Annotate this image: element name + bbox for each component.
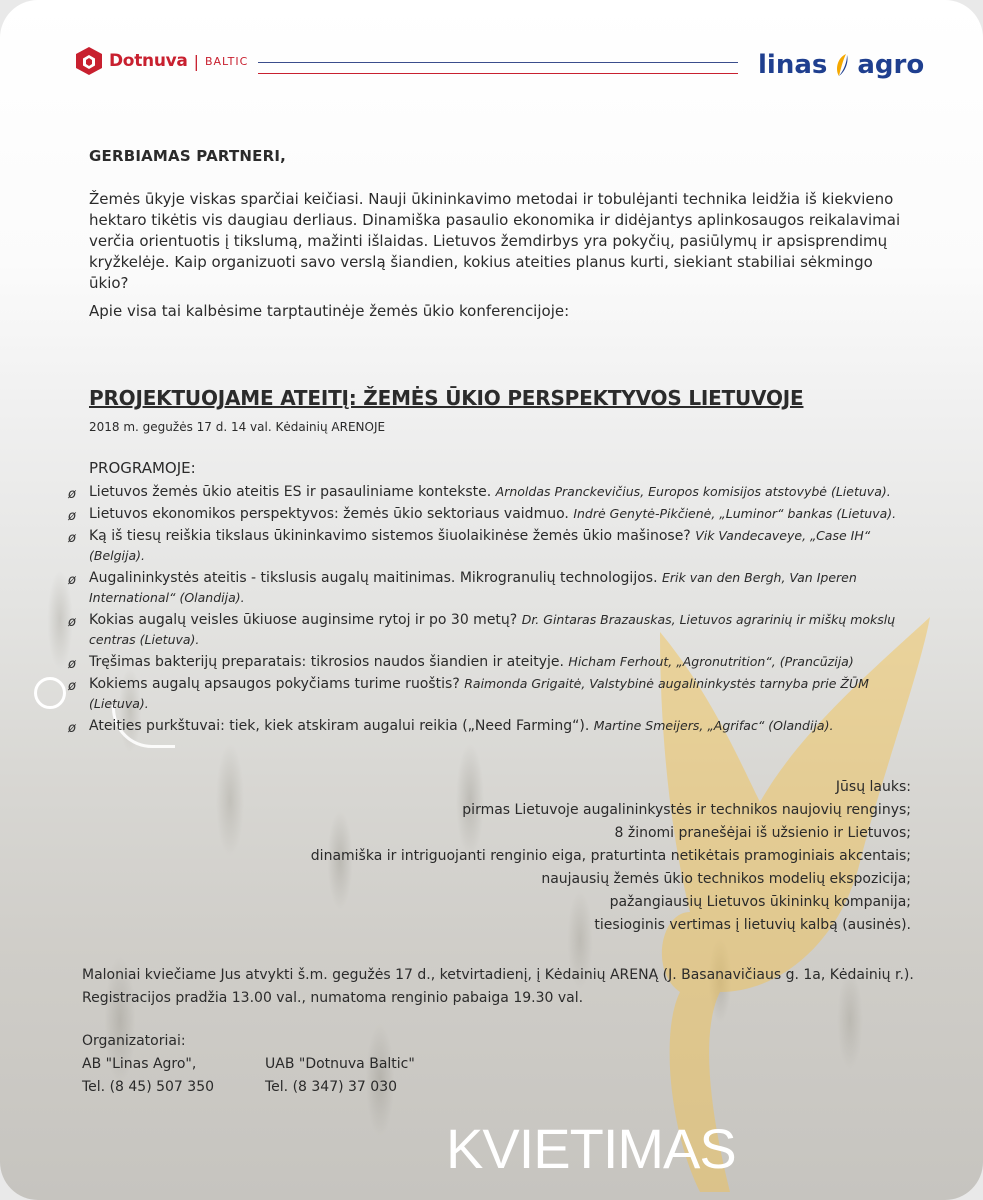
organizer-name: UAB "Dotnuva Baltic" xyxy=(265,1056,415,1072)
header-rule-red xyxy=(258,73,738,74)
program-item xyxy=(68,526,918,566)
program-topic: Ateities purkštuvai: tiek, kiek atskiram augalui reikia („Need Farming“). xyxy=(89,718,590,734)
leaf-bullet-icon: ø xyxy=(68,679,76,694)
intro-paragraph: Žemės ūkyje viskas sparčiai keičiasi. Nauji ūkininkavimo metodai ir tobulėjanti technika leidžia iš kiekvieno hektaro tikėtis vis daugiau derliaus. Dinamiška pasaulio ekonomika ir didėjantys aplinkosaugos reikalavimai verčia orientuotis į tikslumą, mažinti išlaidas. Lietuvos žemdirbys yra pokyčių, pasiūlymų ir apsisprendimų kryžkelėje. Kaip organizuoti savo verslą šiandien, kokius ateities planus kurti, siekiant stabiliai sėkmingo ūkio? xyxy=(89,190,901,292)
conference-date: 2018 m. gegužės 17 d. 14 val. Kėdainių ARENOJE xyxy=(89,420,386,434)
program-topic: Kokias augalų veisles ūkiuose auginsime rytoj ir po 30 metų? xyxy=(89,612,518,628)
agro-brand: agro xyxy=(857,50,925,80)
linas-brand: linas xyxy=(758,50,828,80)
program-topic: Ką iš tiesų reiškia tikslaus ūkininkavimo sistemos šiuolaikinėse žemės ūkio mašinose? xyxy=(89,528,691,544)
invitation-text xyxy=(82,964,962,1010)
leaf-bullet-icon: ø xyxy=(68,573,76,588)
program-speaker: Hicham Ferhout, „Agronutrition“, (Prancūzija) xyxy=(568,654,854,669)
program-item xyxy=(68,482,918,502)
leaf-bullet-icon: ø xyxy=(68,509,76,524)
greeting: GERBIAMAS PARTNERI, xyxy=(89,147,287,165)
organizer-linas-agro xyxy=(82,1053,214,1099)
organizer-dotnuva-baltic xyxy=(265,1053,415,1099)
benefit-item: 8 žinomi pranešėjai iš užsienio ir Lietuvos; xyxy=(614,825,911,841)
organizer-name: AB "Linas Agro", xyxy=(82,1056,197,1072)
organizer-phone: Tel. (8 45) 507 350 xyxy=(82,1079,215,1095)
program-speaker: Erik van den Bergh, Van Iperen International“ (Olandija). xyxy=(89,570,857,605)
program-speaker: Indrė Genytė-Pikčienė, „Luminor“ bankas (Lietuva). xyxy=(573,506,897,521)
header-rule-blue xyxy=(258,62,738,63)
dotnuva-hexagon-icon xyxy=(75,46,103,76)
benefits-list xyxy=(311,776,911,937)
program-item xyxy=(68,568,918,608)
dotnuva-brand: Dotnuva xyxy=(109,51,188,71)
leaf-bullet-icon: ø xyxy=(68,721,76,736)
program-item xyxy=(68,504,918,524)
program-speaker: Raimonda Grigaitė, Valstybinė augalininkystės tarnyba prie ŽŪM (Lietuva). xyxy=(89,676,869,711)
program-topic: Lietuvos ekonomikos perspektyvos: žemės ūkio sektoriaus vaidmuo. xyxy=(89,506,569,522)
benefit-item: tiesioginis vertimas į lietuvių kalbą (ausinės). xyxy=(594,917,911,933)
linas-swirl-icon xyxy=(833,52,851,78)
leaf-bullet-icon: ø xyxy=(68,487,76,502)
baltic-label: BALTIC xyxy=(204,54,249,68)
program-topic: Kokiems augalų apsaugos pokyčiams turime ruoštis? xyxy=(89,676,460,692)
organizer-phone: Tel. (8 347) 37 030 xyxy=(265,1079,398,1095)
leaf-bullet-icon: ø xyxy=(68,531,76,546)
program-item xyxy=(68,716,918,736)
program-speaker: Dr. Gintaras Brazauskas, Lietuvos agrarinių ir miškų mokslų centras (Lietuva). xyxy=(89,612,896,647)
program-topic: Lietuvos žemės ūkio ateitis ES ir pasauliniame kontekste. xyxy=(89,484,492,500)
leaf-bullet-icon: ø xyxy=(68,615,76,630)
benefit-item: naujausių žemės ūkio technikos modelių ekspozicija; xyxy=(541,871,911,887)
program-list xyxy=(68,482,918,738)
circle-decoration xyxy=(34,677,66,709)
benefit-item: dinamiška ir intriguojanti renginio eiga, praturtinta netikėtais pramoginiais akcentais; xyxy=(310,848,911,864)
program-item xyxy=(68,674,918,714)
linas-agro-logo xyxy=(758,50,924,80)
program-topic: Augalininkystės ateitis - tikslusis augalų maitinimas. Mikrogranulių technologijos. xyxy=(89,570,658,586)
program-item xyxy=(68,610,918,650)
conference-intro: Apie visa tai kalbėsime tarptautinėje žemės ūkio konferencijoje: xyxy=(89,302,570,320)
registration-line: Registracijos pradžia 13.00 val., numatoma renginio pabaiga 19.30 val. xyxy=(82,990,584,1006)
program-label: PROGRAMOJE: xyxy=(89,459,196,477)
dotnuva-baltic-logo xyxy=(75,46,248,76)
organizers-label: Organizatoriai: xyxy=(82,1033,186,1049)
logo-separator: | xyxy=(193,51,199,71)
conference-title: PROJEKTUOJAME ATEITĮ: ŽEMĖS ŪKIO PERSPEKTYVOS LIETUVOJE xyxy=(89,386,804,410)
program-topic: Tręšimas bakterijų preparatais: tikrosios naudos šiandien ir ateityje. xyxy=(89,654,564,670)
benefits-heading: Jūsų lauks: xyxy=(835,779,911,795)
invitation-line: Maloniai kviečiame Jus atvykti š.m. gegužės 17 d., ketvirtadienį, į Kėdainių ARENĄ (J. Basanavičiaus g. 1a, Kėdainių r.). xyxy=(82,967,914,983)
program-speaker: Martine Smeijers, „Agrifac“ (Olandija). xyxy=(593,718,834,733)
program-speaker: Vik Vandecaveye, „Case IH“ (Belgija). xyxy=(89,528,871,563)
benefit-item: pirmas Lietuvoje augalininkystės ir technikos naujovių renginys; xyxy=(462,802,911,818)
benefit-item: pažangiausių Lietuvos ūkininkų kompanija; xyxy=(609,894,911,910)
program-item xyxy=(68,652,918,672)
invitation-title: KVIETIMAS xyxy=(446,1117,736,1180)
program-speaker: Arnoldas Pranckevičius, Europos komisijos atstovybė (Lietuva). xyxy=(495,484,891,499)
leaf-bullet-icon: ø xyxy=(68,657,76,672)
